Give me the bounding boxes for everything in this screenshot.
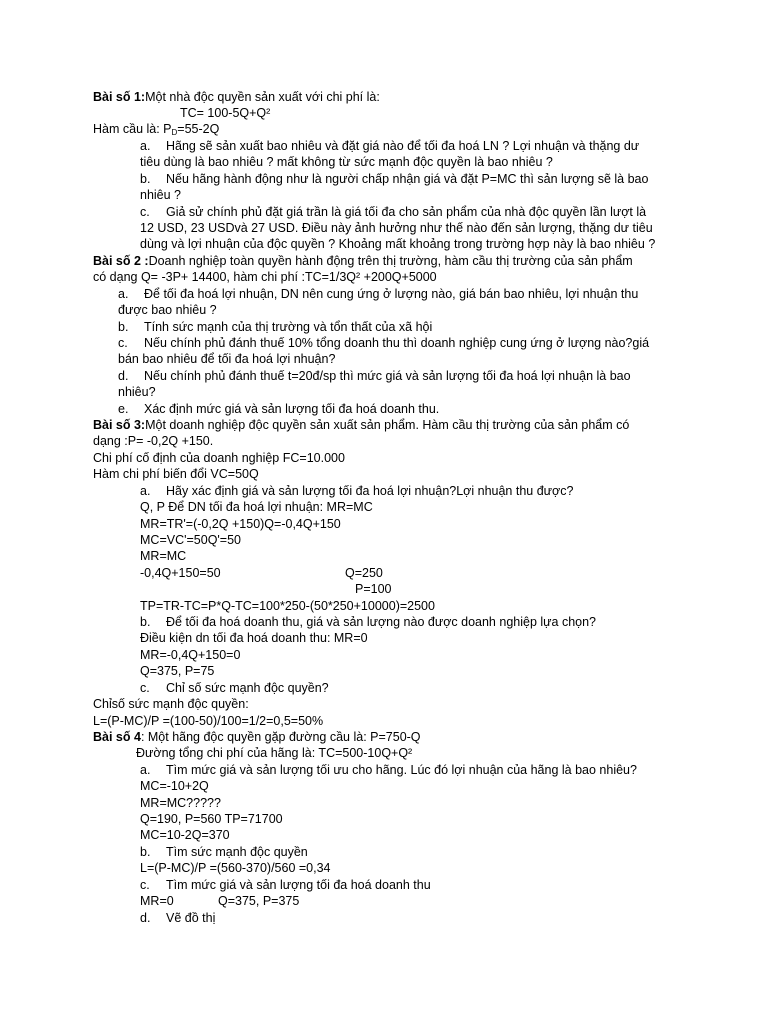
b1-demand-pre: Hàm cầu là: P <box>93 122 172 136</box>
b3-solution-line: MR=TR'=(-0,2Q +150)Q=-0,4Q+150 <box>140 517 341 531</box>
b2-intro-line2: có dạng Q= -3P+ 14400, hàm chi phí :TC=1/3Q² +200Q+5000 <box>93 270 437 284</box>
b1-demand-sub: D <box>171 128 178 137</box>
b4-solution-line: MR=MC????? <box>140 796 221 810</box>
b4-d-index: d. <box>140 911 151 925</box>
b2-c-index: c. <box>118 336 128 350</box>
b4-b-text: Tìm sức mạnh độc quyền <box>166 845 308 859</box>
b2-c-line1: Nếu chính phủ đánh thuế 10% tổng doanh thu thì doanh nghiệp cung ứng ở lượng nào?giá <box>144 336 650 350</box>
b4-intro-line2: Đường tổng chi phí của hãng là: TC=500-10Q+Q² <box>136 746 413 760</box>
b4-intro: : Một hãng độc quyền gặp đường cầu là: P=750-Q <box>140 730 421 744</box>
b3-solution-line: -0,4Q+150=50 <box>140 566 221 580</box>
b4-b-index: b. <box>140 845 151 859</box>
b4-solution-line: Q=190, P=560 TP=71700 <box>140 812 283 826</box>
b3-intro-line2: dạng :P= -0,2Q +150. <box>93 434 214 448</box>
b3-solution-line: L=(P-MC)/P =(100-50)/100=1/2=0,5=50% <box>93 714 324 728</box>
b2-heading-line <box>93 253 633 269</box>
b4-question-c <box>140 877 431 893</box>
b3-solution-line: TP=TR-TC=P*Q-TC=100*250-(50*250+10000)=2500 <box>140 599 435 613</box>
b2-c-line2: bán bao nhiêu để tối đa hoá lợi nhuận? <box>118 352 336 366</box>
b2-d-line1: Nếu chính phủ đánh thuế t=20đ/sp thì mức giá và sản lượng tối đa hoá lợi nhuận là bao <box>144 369 631 383</box>
b4-question-b <box>140 844 308 860</box>
b1-title: Bài số 1: <box>93 90 146 104</box>
b1-cost-function: TC= 100-5Q+Q² <box>180 106 271 120</box>
b2-d-line2: nhiêu? <box>118 385 156 399</box>
b4-question-a <box>140 762 637 778</box>
b1-c-line1: Giả sử chính phủ đặt giá trần là giá tối đa cho sản phẩm của nhà độc quyền lần lượt là <box>166 205 647 219</box>
b3-variable-cost: Hàm chi phí biến đổi VC=50Q <box>93 467 259 481</box>
b1-b-index: b. <box>140 172 151 186</box>
b3-a-text: Hãy xác định giá và sản lượng tối đa hoá lợi nhuận?Lợi nhuận thu được? <box>166 484 574 498</box>
b2-question-c <box>118 335 649 351</box>
b2-e-line1: Xác định mức giá và sản lượng tối đa hoá doanh thu. <box>144 402 440 416</box>
b3-solution-line: Điều kiện dn tối đa hoá doanh thu: MR=0 <box>140 631 368 645</box>
b3-question-b <box>140 614 596 630</box>
b1-a-line1: Hãng sẽ sản xuất bao nhiêu và đặt giá nào để tối đa hoá LN ? Lợi nhuận và thặng dư <box>166 139 640 153</box>
b2-question-d <box>118 368 631 384</box>
b3-solution-p: P=100 <box>355 582 392 596</box>
b4-question-d <box>140 910 215 926</box>
b1-b-line2: nhiêu ? <box>140 188 182 202</box>
b4-c-index: c. <box>140 878 150 892</box>
b3-solution-line: Q, P Để DN tối đa hoá lợi nhuận: MR=MC <box>140 500 373 514</box>
b1-demand-post: =55-2Q <box>177 122 220 136</box>
b3-fixed-cost: Chi phí cố định của doanh nghiệp FC=10.000 <box>93 451 345 465</box>
b3-question-a <box>140 483 573 499</box>
b2-a-index: a. <box>118 287 129 301</box>
b3-solution-line: MR=MC <box>140 549 187 563</box>
b2-a-line2: được bao nhiêu ? <box>118 303 217 317</box>
b2-intro: Doanh nghiệp toàn quyền hành động trên thị trường, hàm cầu thị trường của sản phẩm <box>148 254 633 268</box>
b4-heading-line <box>93 729 421 745</box>
b4-d-text: Vẽ đồ thị <box>166 911 216 925</box>
b1-question-c <box>140 204 646 220</box>
b1-demand-function <box>93 121 219 137</box>
b1-question-a <box>140 138 674 154</box>
b2-title: Bài số 2 : <box>93 254 149 268</box>
b4-solution-line: MC=-10+2Q <box>140 779 209 793</box>
b2-question-a <box>118 286 638 302</box>
b3-intro: Một doanh nghiệp độc quyền sản xuất sản phẩm. Hàm cầu thị trường của sản phẩm có <box>145 418 630 432</box>
b4-solution-qp: Q=375, P=375 <box>218 894 300 908</box>
b1-question-b <box>140 171 648 187</box>
b1-c-index: c. <box>140 205 150 219</box>
b3-c-index: c. <box>140 681 150 695</box>
b2-d-index: d. <box>118 369 129 383</box>
b3-solution-q: Q=250 <box>345 566 383 580</box>
b1-b-line1: Nếu hãng hành động như là người chấp nhận giá và đặt P=MC thì sản lượng sẽ là bao <box>166 172 649 186</box>
b4-a-index: a. <box>140 763 151 777</box>
b3-solution-line: Q=375, P=75 <box>140 664 215 678</box>
b3-title: Bài số 3: <box>93 418 146 432</box>
b3-solution-line: Chỉsố sức mạnh độc quyền: <box>93 697 249 711</box>
b4-title: Bài số 4 <box>93 730 141 744</box>
b3-b-text: Để tối đa hoá doanh thu, giá và sản lượng nào được doanh nghiệp lựa chọn? <box>166 615 596 629</box>
b3-b-index: b. <box>140 615 151 629</box>
b1-c-line3: dùng và lợi nhuận của độc quyền ? Khoảng mất khoảng trong trường hợp này là bao nhiêu ? <box>140 237 656 251</box>
b4-a-text: Tìm mức giá và sản lượng tối ưu cho hãng. Lúc đó lợi nhuận của hãng là bao nhiêu? <box>166 763 637 777</box>
b1-a-index: a. <box>140 139 151 153</box>
b2-question-e <box>118 401 439 417</box>
b1-intro: Một nhà độc quyền sản xuất với chi phí là: <box>145 90 380 104</box>
b2-e-index: e. <box>118 402 129 416</box>
b3-question-c <box>140 680 329 696</box>
b4-solution-line: L=(P-MC)/P =(560-370)/560 =0,34 <box>140 861 331 875</box>
b2-a-line1: Để tối đa hoá lợi nhuận, DN nên cung ứng ở lượng nào, giá bán bao nhiêu, lợi nhuận thu <box>144 287 639 301</box>
b4-solution-line: MR=0 <box>140 894 174 908</box>
b3-solution-line: MR=-0,4Q+150=0 <box>140 648 241 662</box>
b1-heading-line <box>93 89 380 105</box>
b4-solution-line: MC=10-2Q=370 <box>140 828 230 842</box>
b1-c-line2: 12 USD, 23 USDvà 27 USD. Điều này ảnh hưởng như thế nào đến sản lượng, thặng dư tiêu <box>140 221 653 235</box>
b3-heading-line <box>93 417 629 433</box>
b3-solution-line: MC=VC'=50Q'=50 <box>140 533 242 547</box>
b3-a-index: a. <box>140 484 151 498</box>
b1-a-line2: tiêu dùng là bao nhiêu ? mất không từ sức mạnh độc quyền là bao nhiêu ? <box>140 155 553 169</box>
b2-b-index: b. <box>118 320 129 334</box>
b3-c-text: Chỉ số sức mạnh độc quyền? <box>166 681 329 695</box>
b4-c-text: Tìm mức giá và sản lượng tối đa hoá doanh thu <box>166 878 431 892</box>
b2-b-line1: Tính sức mạnh của thị trường và tổn thất của xã hội <box>144 320 433 334</box>
b2-question-b <box>118 319 432 335</box>
